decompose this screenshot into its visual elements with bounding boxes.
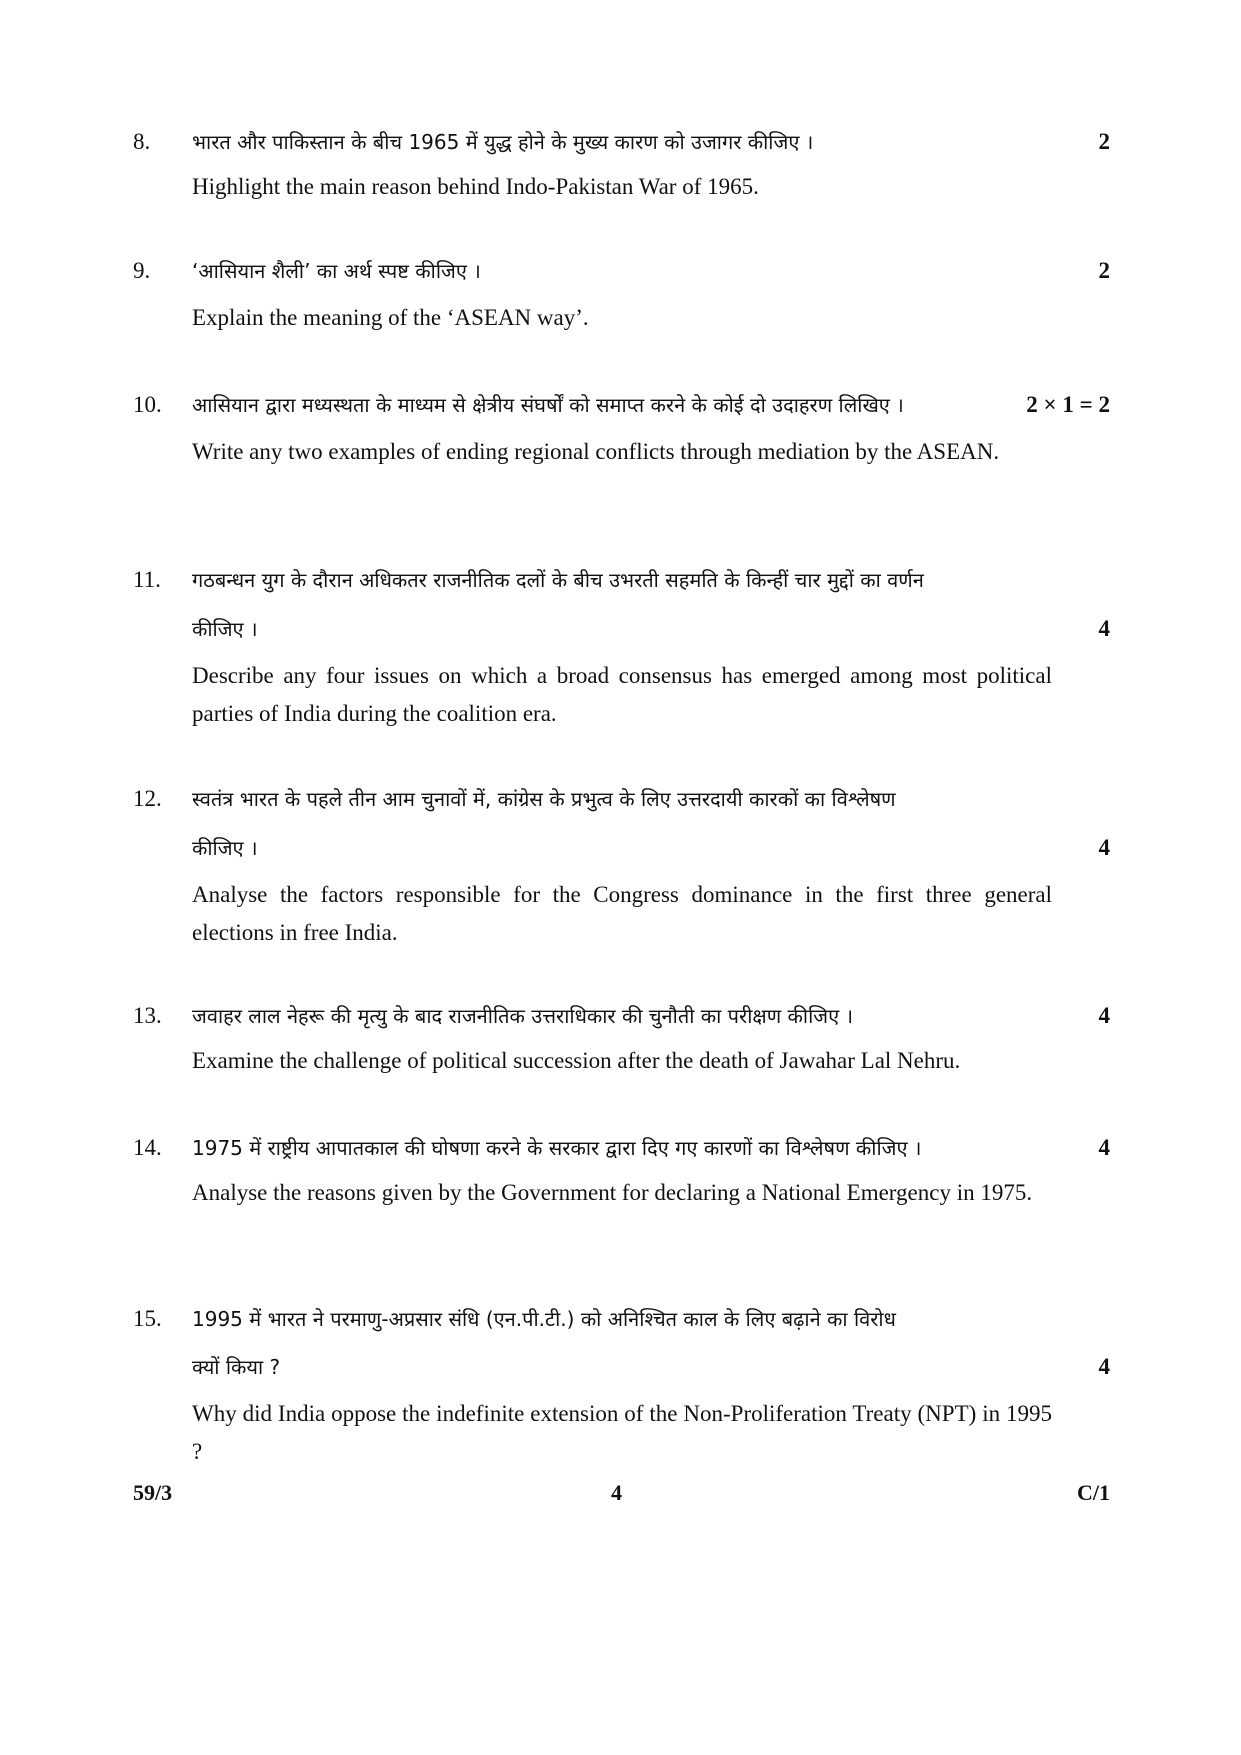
paper-code: 59/3 [133,1480,173,1505]
question-marks: 2 × 1 = 2 [1026,392,1110,417]
question-english-text: Analyse the reasons given by the Government for declaring a National Emergency in 1975. [192,1180,1033,1205]
question-hindi-text: स्वतंत्र भारत के पहले तीन आम चुनावों में, कांग्रेस के प्रभुत्व के लिए उत्तरदायी कारकों का विश्लेषण [192,787,896,811]
question-hindi-text: भारत और पाकिस्तान के बीच 1965 में युद्ध होने के मुख्य कारण को उजागर कीजिए । [192,130,814,154]
question-marks: 4 [1098,1003,1110,1028]
question-number: 15. [133,1306,162,1331]
question-english-text: Analyse the factors responsible for the Congress dominance in the first three general elections in free India. [192,882,1052,945]
question-hindi-text: ‘आसियान शैली’ का अर्थ स्पष्ट कीजिए । [192,259,481,283]
question-english-text: Highlight the main reason behind Indo-Pakistan War of 1965. [192,174,759,199]
question-english-text: Why did India oppose the indefinite extension of the Non-Proliferation Treaty (NPT) in 1995 ? [192,1401,1052,1464]
question-number: 9. [133,258,151,283]
question-marks: 4 [1098,616,1110,641]
question-number: 10. [133,392,162,417]
question-hindi-text: 1975 में राष्ट्रीय आपातकाल की घोषणा करने के सरकार द्वारा दिए गए कारणों का विश्लेषण कीजिए । [192,1136,922,1160]
question-hindi-text: 1995 में भारत ने परमाणु-अप्रसार संधि (एन.पी.टी.) को अनिश्चित काल के लिए बढ़ाने का विरोध [192,1307,896,1331]
question-number: 12. [133,786,162,811]
question-hindi-text: आसियान द्वारा मध्यस्थता के माध्यम से क्षेत्रीय संघर्षों को समाप्त करने के कोई दो उदाहरण लिखिए । [192,393,904,417]
question-number: 8. [133,129,151,154]
question-number: 14. [133,1135,162,1160]
question-marks: 2 [1098,129,1110,154]
question-english-text: Describe any four issues on which a broad consensus has emerged among most political parties of India during the coalition era. [192,663,1052,726]
question-english-text: Explain the meaning of the ‘ASEAN way’. [192,305,589,330]
question-hindi-text: जवाहर लाल नेहरू की मृत्यु के बाद राजनीतिक उत्तराधिकार की चुनौती का परीक्षण कीजिए । [192,1004,854,1028]
question-hindi-text-continued: क्यों किया ? [192,1355,281,1379]
question-number: 13. [133,1003,162,1028]
page-number: 4 [611,1480,622,1505]
question-marks: 2 [1098,258,1110,283]
question-hindi-text-continued: कीजिए । [192,617,258,641]
question-number: 11. [133,567,161,592]
question-hindi-text-continued: कीजिए । [192,836,258,860]
question-english-text: Examine the challenge of political succession after the death of Jawahar Lal Nehru. [192,1048,961,1073]
question-marks: 4 [1098,1135,1110,1160]
set-code: C/1 [1077,1480,1110,1505]
question-english-text: Write any two examples of ending regional conflicts through mediation by the ASEAN. [192,439,1000,464]
question-marks: 4 [1098,1354,1110,1379]
question-hindi-text: गठबन्धन युग के दौरान अधिकतर राजनीतिक दलों के बीच उभरती सहमति के किन्हीं चार मुद्दों का वर्णन [192,568,924,592]
question-marks: 4 [1098,835,1110,860]
